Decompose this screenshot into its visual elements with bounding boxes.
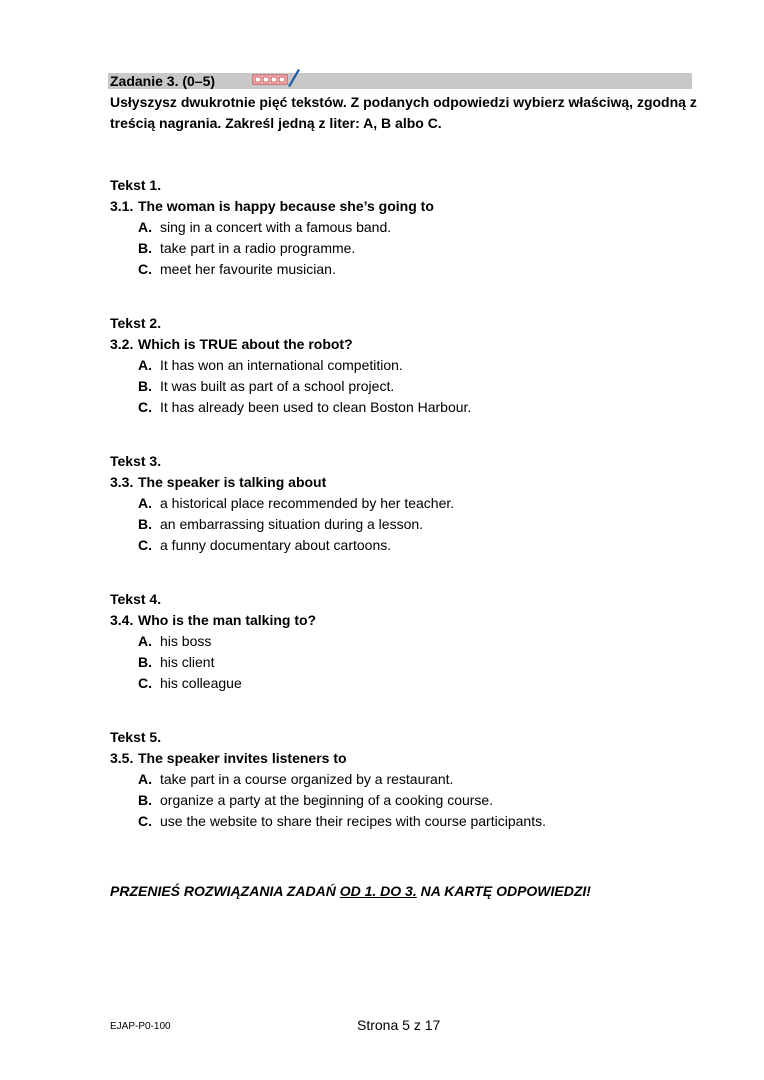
option-text: take part in a course organized by a restaurant. (160, 771, 454, 787)
option-text: organize a party at the beginning of a cooking course. (160, 792, 494, 808)
option-text: a funny documentary about cartoons. (160, 537, 392, 553)
option-letter[interactable]: C. (138, 399, 152, 415)
option-text: his client (160, 654, 215, 670)
answer-option-c[interactable] (110, 811, 710, 832)
transfer-answers-note (110, 882, 591, 900)
question (110, 196, 710, 217)
option-text: It has won an international competition. (160, 357, 403, 373)
option-letter[interactable]: B. (138, 240, 152, 256)
option-letter[interactable]: B. (138, 516, 152, 532)
option-letter[interactable]: A. (138, 357, 152, 373)
question-number: 3.3. (110, 474, 134, 490)
text-header: Tekst 1. (110, 177, 162, 193)
question-text: Who is the man talking to? (138, 612, 317, 628)
text-header: Tekst 2. (110, 315, 162, 331)
answer-option-b[interactable] (110, 652, 710, 673)
answer-option-a[interactable] (110, 217, 710, 238)
option-letter[interactable]: B. (138, 654, 152, 670)
text-header: Tekst 4. (110, 591, 162, 607)
option-text: It was built as part of a school project. (160, 378, 395, 394)
question (110, 334, 710, 355)
option-text: use the website to share their recipes with course participants. (160, 813, 546, 829)
document-code: EJAP-P0-100 (110, 1021, 171, 1032)
question-text: Which is TRUE about the robot? (138, 336, 353, 352)
answer-option-a[interactable] (110, 493, 710, 514)
question (110, 610, 710, 631)
text-block-2 (110, 313, 710, 418)
text-block-5 (110, 727, 710, 832)
option-letter[interactable]: C. (138, 261, 152, 277)
text-block-1 (110, 175, 710, 280)
question-number: 3.2. (110, 336, 134, 352)
question-number: 3.4. (110, 612, 134, 628)
option-text: his boss (160, 633, 212, 649)
page-number: Strona 5 z 17 (357, 1017, 441, 1033)
score-boxes-pen-icon (252, 67, 302, 89)
question-text: The woman is happy because she’s going to (138, 198, 434, 214)
answer-option-c[interactable] (110, 397, 710, 418)
option-letter[interactable]: A. (138, 219, 152, 235)
answer-option-b[interactable] (110, 790, 710, 811)
answer-option-c[interactable] (110, 535, 710, 556)
option-letter[interactable]: B. (138, 378, 152, 394)
question-number: 3.1. (110, 198, 134, 214)
text-block-3 (110, 451, 710, 556)
task-instruction: Usłyszysz dwukrotnie pięć tekstów. Z podanych odpowiedzi wybierz właściwą, zgodną z treścią nagrania. Zakreśl jedną z liter: A, B albo C. (110, 94, 697, 131)
option-letter[interactable]: A. (138, 495, 152, 511)
note-part: PRZENIEŚ ROZWIĄZANIA ZADAŃ (110, 883, 340, 899)
question-number: 3.5. (110, 750, 134, 766)
option-text: a historical place recommended by her teacher. (160, 495, 455, 511)
option-text: his colleague (160, 675, 242, 691)
option-text: It has already been used to clean Boston Harbour. (160, 399, 472, 415)
text-block-4 (110, 589, 710, 694)
option-text: sing in a concert with a famous band. (160, 219, 392, 235)
question-text: The speaker is talking about (138, 474, 327, 490)
note-underlined-range: OD 1. DO 3. (339, 883, 417, 899)
answer-option-b[interactable] (110, 238, 710, 259)
answer-option-a[interactable] (110, 355, 710, 376)
question (110, 472, 710, 493)
option-letter[interactable]: B. (138, 792, 152, 808)
note-part: NA KARTĘ ODPOWIEDZI! (416, 883, 591, 899)
option-text: meet her favourite musician. (160, 261, 336, 277)
answer-option-c[interactable] (110, 259, 710, 280)
option-letter[interactable]: A. (138, 633, 152, 649)
option-text: an embarrassing situation during a lesson. (160, 516, 424, 532)
option-letter[interactable]: C. (138, 813, 152, 829)
answer-option-a[interactable] (110, 631, 710, 652)
question (110, 748, 710, 769)
option-letter[interactable]: A. (138, 771, 152, 787)
option-text: take part in a radio programme. (160, 240, 356, 256)
answer-option-a[interactable] (110, 769, 710, 790)
option-letter[interactable]: C. (138, 537, 152, 553)
question-text: The speaker invites listeners to (138, 750, 347, 766)
task-title: Zadanie 3. (0–5) (110, 73, 216, 89)
option-letter[interactable]: C. (138, 675, 152, 691)
answer-option-b[interactable] (110, 376, 710, 397)
text-header: Tekst 5. (110, 729, 162, 745)
answer-option-b[interactable] (110, 514, 710, 535)
answer-option-c[interactable] (110, 673, 710, 694)
text-header: Tekst 3. (110, 453, 162, 469)
